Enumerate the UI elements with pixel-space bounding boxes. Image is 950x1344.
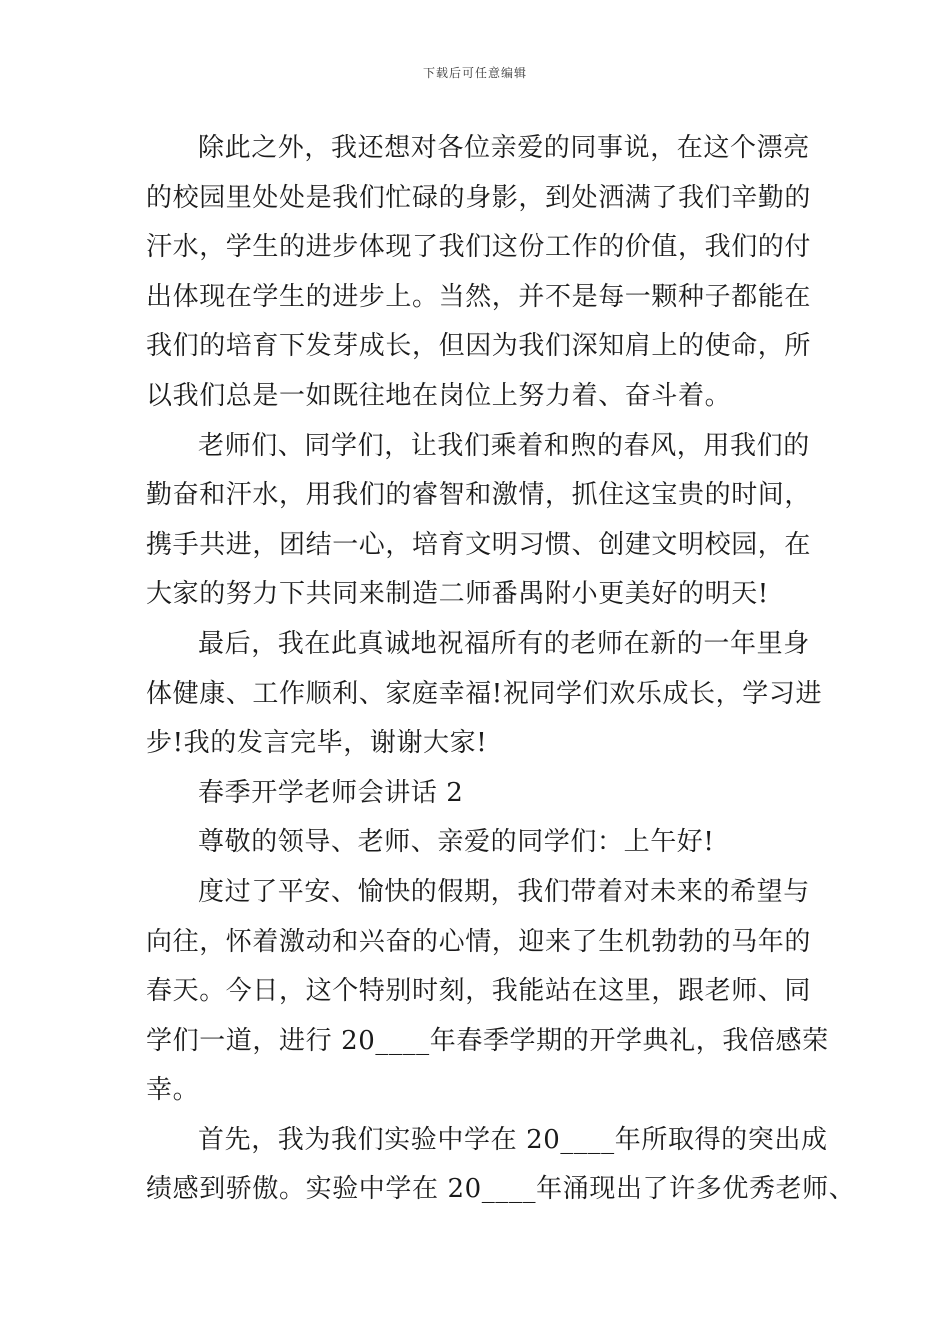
text-line: 最后，我在此真诚地祝福所有的老师在新的一年里身: [198, 628, 810, 659]
text-line: 我们的培育下发芽成长，但因为我们深知肩上的使命，所: [146, 331, 812, 362]
text-line: 汗水，学生的进步体现了我们这份工作的价值，我们的付: [146, 232, 812, 263]
text-line: 度过了平安、愉快的假期，我们带着对未来的希望与: [198, 876, 810, 907]
text-line: 大家的努力下共同来制造二师番禺附小更美好的明天!: [146, 579, 769, 610]
text-line: 春季开学老师会讲话 2: [198, 777, 464, 808]
text-line: 尊敬的领导、老师、亲爱的同学们：上午好!: [198, 827, 715, 858]
text-line: 勤奋和汗水，用我们的睿智和激情，抓住这宝贵的时间，: [146, 480, 812, 511]
text-line: 幸。: [146, 1075, 200, 1106]
text-line: 以我们总是一如既往地在岗位上努力着、奋斗着。: [146, 380, 732, 411]
text-line: 的校园里处处是我们忙碌的身影，到处洒满了我们辛勤的: [146, 182, 812, 213]
text-line: 除此之外，我还想对各位亲爱的同事说，在这个漂亮: [198, 133, 810, 163]
text-line: 首先，我为我们实验中学在 20____年所取得的突出成: [198, 1124, 828, 1155]
text-line: 向往，怀着激动和兴奋的心情，迎来了生机勃勃的马年的: [146, 926, 812, 957]
document-body: [146, 124, 856, 1215]
text-line: 出体现在学生的进步上。当然，并不是每一颗种子都能在: [146, 281, 812, 312]
text-line: 春天。今日，这个特别时刻，我能站在这里，跟老师、同: [146, 976, 812, 1007]
text-line: 绩感到骄傲。实验中学在 20____年涌现出了许多优秀老师、: [146, 1174, 856, 1205]
text-line: 体健康、工作顺利、家庭幸福!祝同学们欢乐成长，学习进: [146, 678, 823, 709]
text-line: 步!我的发言完毕，谢谢大家!: [146, 728, 488, 759]
text-line: 携手共进，团结一心，培育文明习惯、创建文明校园，在: [146, 529, 812, 560]
page-header: 下载后可任意编辑: [422, 66, 527, 80]
text-line: 学们一道，进行 20____年春季学期的开学典礼，我倍感荣: [146, 1025, 829, 1056]
text-line: 老师们、同学们，让我们乘着和煦的春风，用我们的: [198, 430, 810, 461]
